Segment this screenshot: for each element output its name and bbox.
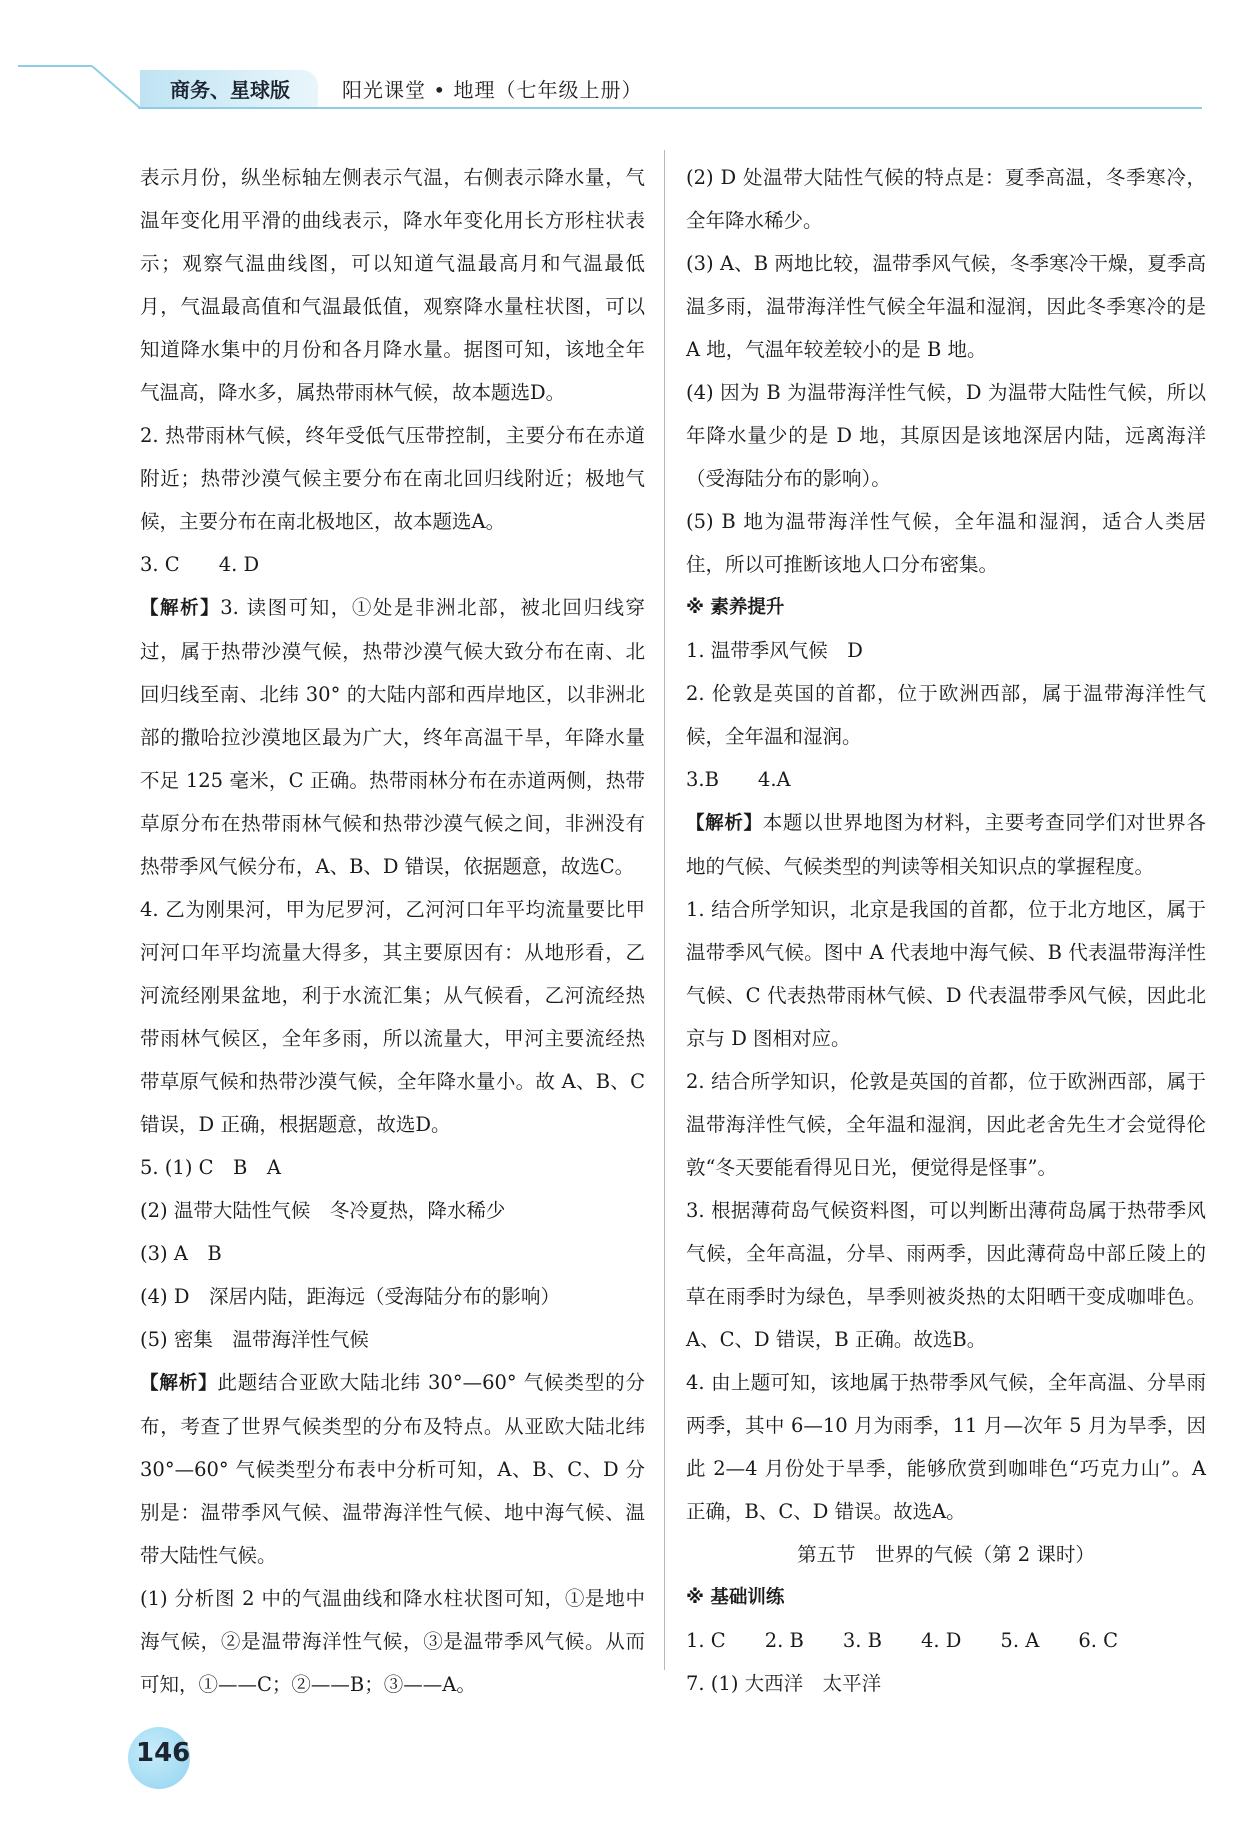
answer-paragraph: (2) 温带大陆性气候 冬冷夏热，降水稀少 [140, 1199, 506, 1222]
answer-paragraph: 1. 结合所学知识，北京是我国的首都，位于北方地区，属于温带季风气候。图中 A 代表地中海气候、B 代表温带海洋性气候、C 代表热带雨林气候、D 代表温带季风气候，因此北京与 D 图相对应。 [686, 898, 1206, 1050]
answer-paragraph: (2) D 处温带大陆性气候的特点是：夏季高温，冬季寒冷，全年降水稀少。 [686, 166, 1206, 232]
analysis-tag: 【解析】 [686, 813, 763, 834]
section-heading: ※ 基础训练 [686, 1587, 785, 1608]
answer-paragraph: 3. C 4. D [140, 553, 260, 576]
answer-paragraph: 1. 温带季风气候 D [686, 639, 863, 662]
analysis-paragraph [140, 586, 645, 888]
lesson-title: 第五节 世界的气候（第 2 课时） [797, 1543, 1095, 1566]
book-title: 阳光课堂 • 地理（七年级上册） [342, 78, 643, 102]
answer-paragraph: 4. 由上题可知，该地属于热带季风气候，全年高温、分旱雨两季，其中 6—10 月为雨季，11 月—次年 5 月为旱季，因此 2—4 月份处于旱季，能够欣赏到咖啡色“巧克力山”。A 正确，B、C、D 错误。故选A。 [686, 1371, 1206, 1523]
analysis-paragraph [140, 1361, 645, 1577]
analysis-text: 此题结合亚欧大陆北纬 30°—60° 气候类型的分布，考查了世界气候类型的分布及特点。从亚欧大陆北纬 30°—60° 气候类型分布表中分析可知，A、B、C、D 分别是：温带季风气候、温带海洋性气候、地中海气候、温带大陆性气候。 [140, 1371, 645, 1567]
answer-paragraph: 5. (1) C B A [140, 1156, 281, 1179]
edition-label: 商务、星球版 [170, 78, 290, 102]
right-column [686, 156, 1206, 1705]
answer-paragraph: 2. 热带雨林气候，终年受低气压带控制，主要分布在赤道附近；热带沙漠气候主要分布在南北回归线附近；极地气候，主要分布在南北极地区，故本题选A。 [140, 424, 645, 533]
section-heading: ※ 素养提升 [686, 597, 785, 618]
analysis-text: 本题以世界地图为材料，主要考查同学们对世界各地的气候、气候类型的判读等相关知识点的掌握程度。 [686, 811, 1206, 878]
analysis-tag: 【解析】 [140, 598, 221, 619]
answer-paragraph: 2. 结合所学知识，伦敦是英国的首都，位于欧洲西部，属于温带海洋性气候，全年温和湿润，因此老舍先生才会觉得伦敦“冬天要能看得见日光，便觉得是怪事”。 [686, 1070, 1206, 1179]
answer-paragraph: (4) 因为 B 为温带海洋性气候，D 为温带大陆性气候，所以年降水量少的是 D 地，其原因是该地深居内陆，远离海洋（受海陆分布的影响）。 [686, 381, 1206, 490]
answer-paragraph: 4. 乙为刚果河，甲为尼罗河，乙河河口年平均流量要比甲河河口年平均流量大得多，其主要原因有：从地形看，乙河流经刚果盆地，利于水流汇集；从气候看，乙河流经热带雨林气候区，全年多雨，所以流量大，甲河主要流经热带草原气候和热带沙漠气候，全年降水量小。故 A、B、C 错误，D 正确，根据题意，故选D。 [140, 898, 645, 1136]
answer-paragraph: 1. C 2. B 3. B 4. D 5. A 6. C [686, 1629, 1119, 1652]
answer-paragraph: (4) D 深居内陆，距海远（受海陆分布的影响） [140, 1285, 560, 1308]
left-column [140, 156, 645, 1706]
answer-paragraph: 2. 伦敦是英国的首都，位于欧洲西部，属于温带海洋性气候，全年温和湿润。 [686, 682, 1206, 748]
answer-paragraph: (1) 分析图 2 中的气温曲线和降水柱状图可知，①是地中海气候，②是温带海洋性气候，③是温带季风气候。从而可知，①——C；②——B；③——A。 [140, 1587, 645, 1696]
answer-paragraph: (5) 密集 温带海洋性气候 [140, 1328, 369, 1351]
answer-paragraph: 3. 根据薄荷岛气候资料图，可以判断出薄荷岛属于热带季风气候，全年高温，分旱、雨两季，因此薄荷岛中部丘陵上的草在雨季时为绿色，旱季则被炎热的太阳晒干变成咖啡色。A、C、D 错误，B 正确。故选B。 [686, 1199, 1206, 1351]
column-divider [664, 150, 665, 1670]
answer-paragraph: (3) A B [140, 1242, 222, 1265]
header-rule [138, 107, 1202, 109]
analysis-paragraph [686, 801, 1206, 888]
answer-paragraph: (5) B 地为温带海洋性气候，全年温和湿润，适合人类居住，所以可推断该地人口分布密集。 [686, 510, 1206, 576]
answer-paragraph: 表示月份，纵坐标轴左侧表示气温，右侧表示降水量，气温年变化用平滑的曲线表示，降水年变化用长方形柱状表示；观察气温曲线图，可以知道气温最高月和气温最低月，气温最高值和气温最低值，观察降水量柱状图，可以知道降水集中的月份和各月降水量。据图可知，该地全年气温高，降水多，属热带雨林气候，故本题选D。 [140, 166, 645, 404]
page-number: 146 [136, 1738, 191, 1768]
answer-paragraph: 7. (1) 大西洋 太平洋 [686, 1672, 882, 1695]
answer-paragraph: (3) A、B 两地比较，温带季风气候，冬季寒冷干燥，夏季高温多雨，温带海洋性气候全年温和湿润，因此冬季寒冷的是 A 地，气温年较差较小的是 B 地。 [686, 252, 1206, 361]
page-header [0, 0, 1250, 120]
analysis-tag: 【解析】 [140, 1373, 218, 1394]
analysis-text: 3. 读图可知，①处是非洲北部，被北回归线穿过，属于热带沙漠气候，热带沙漠气候大致分布在南、北回归线至南、北纬 30° 的大陆内部和西岸地区，以非洲北部的撒哈拉沙漠地区最为广大，终年高温干旱，年降水量不足 125 毫米，C 正确。热带雨林分布在赤道两侧，热带草原分布在热带雨林气候和热带沙漠气候之间，非洲没有热带季风气候分布，A、B、D 错误，依据题意，故选C。 [140, 596, 645, 878]
answer-paragraph: 3.B 4.A [686, 768, 791, 791]
